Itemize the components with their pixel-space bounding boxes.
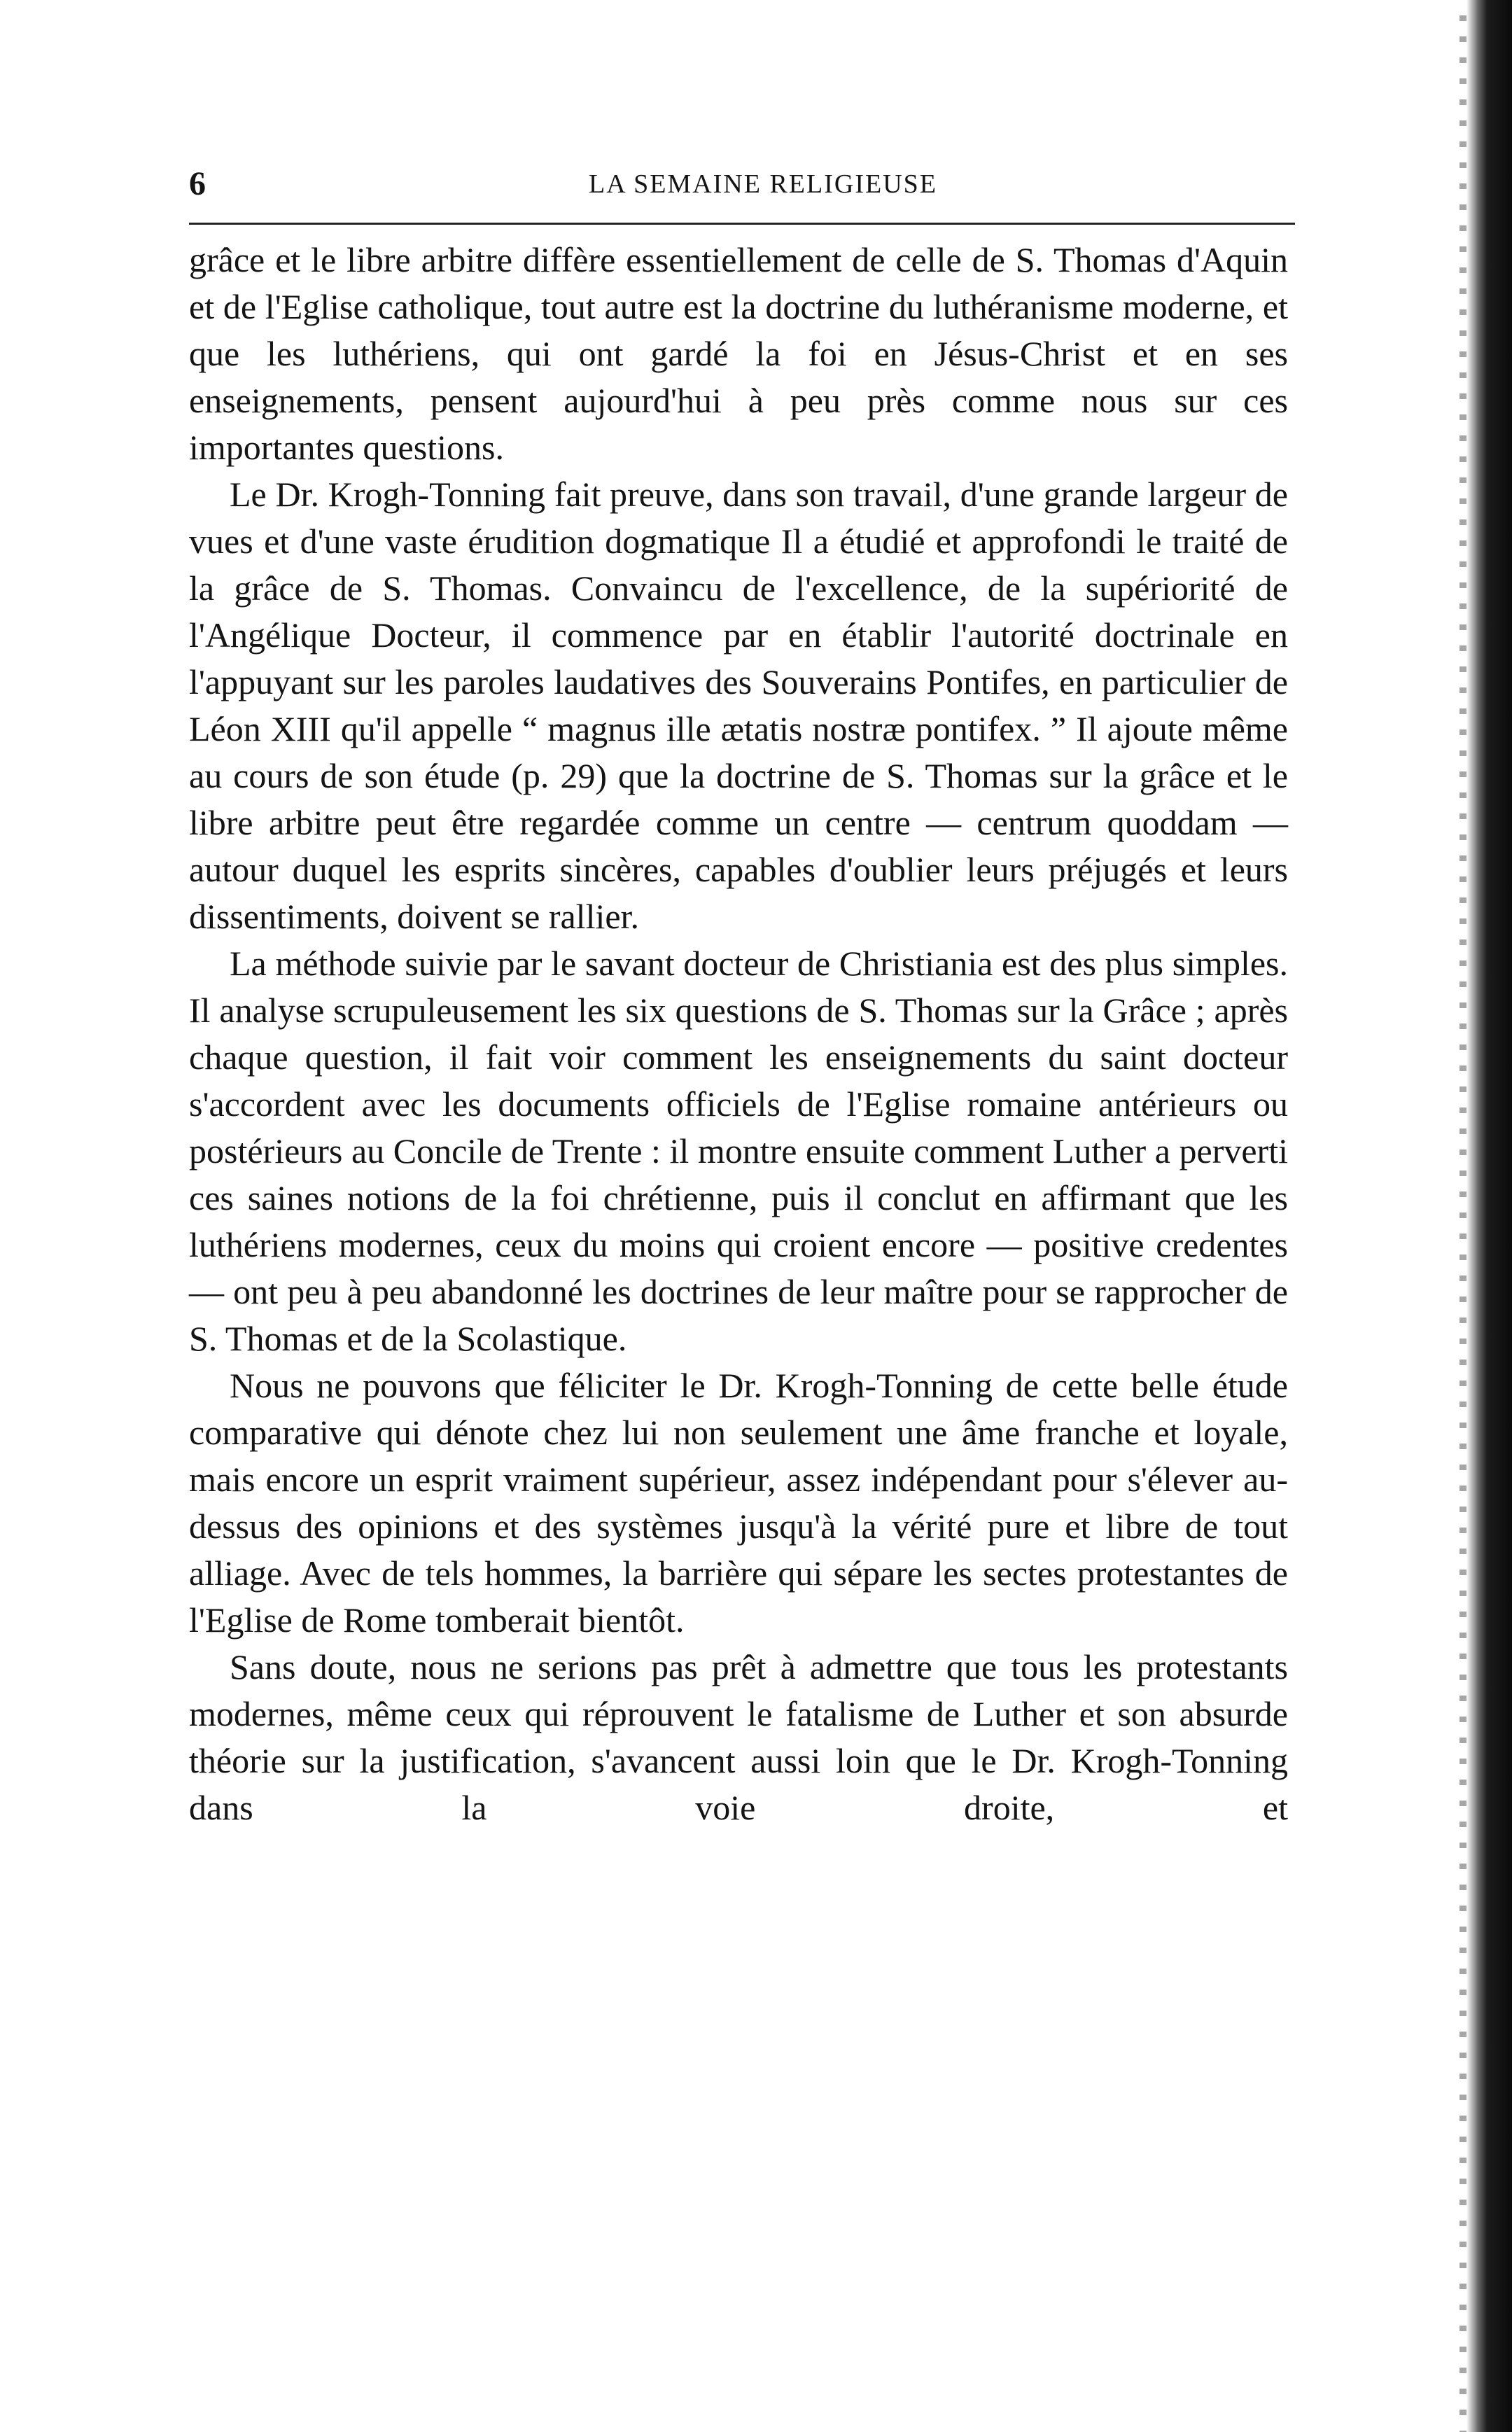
- binding-edge: [1466, 0, 1512, 2432]
- header-rule: [189, 223, 1295, 225]
- body-text: [189, 237, 1288, 1831]
- paragraph-continued: grâce et le libre arbitre diffère essentiellement de celle de S. Thomas d'Aquin et de l'Eglise catholique, tout autre est la doctrine du luthéranisme moderne, et que les luthériens, qui ont gardé la foi en Jésus-Christ et en ses enseignements, pensent aujourd'hui à peu près comme nous sur ces importantes questions.: [189, 240, 1288, 467]
- page-number: 6: [189, 165, 206, 202]
- running-title: LA SEMAINE RELIGIEUSE: [589, 169, 937, 199]
- paragraph-continues-next-page: Sans doute, nous ne serions pas prêt à admettre que tous les protestants modernes, même ceux qui réprouvent le fatalisme de Luther et son absurde théorie sur la justification, s'avancent aussi loin que le Dr. Krogh-Tonning dans la voie droite, et: [189, 1647, 1288, 1827]
- paragraph: Le Dr. Krogh-Tonning fait preuve, dans son travail, d'une grande largeur de vues et d'une vaste érudition dogmatique Il a étudié et approfondi le traité de la grâce de S. Thomas. Convaincu de l'excellence, de la supériorité de l'Angélique Docteur, il commence par en établir l'autorité doctrinale en l'appuyant sur les paroles laudatives des Souverains Pontifes, en particulier de Léon XIII qu'il appelle “ magnus ille ætatis nostræ pontifex. ” Il ajoute même au cours de son étude (p. 29) que la doctrine de S. Thomas sur la grâce et le libre arbitre peut être regardée comme un centre — centrum quoddam — autour duquel les esprits sincères, capables d'oublier leurs préjugés et leurs dissentiments, doivent se rallier.: [189, 475, 1288, 936]
- page-header: [189, 160, 1295, 209]
- paragraph: La méthode suivie par le savant docteur de Christiania est des plus simples. Il analyse scrupuleusement les six questions de S. Thomas sur la Grâce ; après chaque question, il fait voir comment les enseignements du saint docteur s'accordent avec les documents officiels de l'Eglise romaine antérieurs ou postérieurs au Concile de Trente : il montre ensuite comment Luther a perverti ces saines notions de la foi chrétienne, puis il conclut en affirmant que les luthériens modernes, ceux du moins qui croient encore — positive credentes — ont peu à peu abandonné les doctrines de leur maître pour se rapprocher de S. Thomas et de la Scolastique.: [189, 944, 1288, 1358]
- paragraph: Nous ne pouvons que féliciter le Dr. Krogh-Tonning de cette belle étude comparative qui dénote chez lui non seulement une âme franche et loyale, mais encore un esprit vraiment supérieur, assez indépendant pour s'élever au-dessus des opinions et des systèmes jusqu'à la vérité pure et libre de tout alliage. Avec de tels hommes, la barrière qui sépare les sectes protestantes de l'Eglise de Rome tomberait bientôt.: [189, 1366, 1288, 1640]
